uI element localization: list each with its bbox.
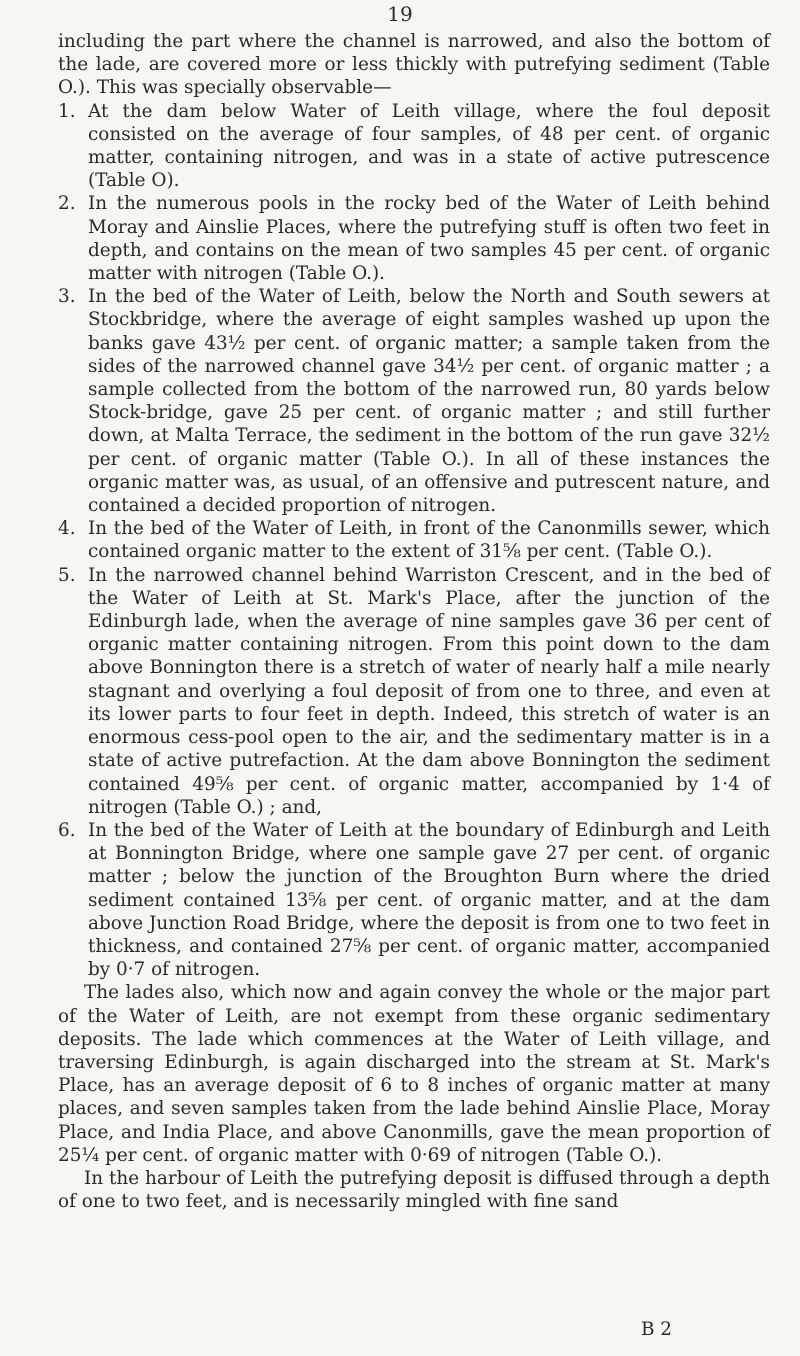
list-item-text: At the dam below Water of Leith village, where the foul deposit consisted on the average of four samples, of 48 per cent. of organic matter, containing nitrogen, and was in a state of active putrescence (Table O). xyxy=(88,100,770,192)
list-item xyxy=(58,100,770,193)
list-item xyxy=(58,564,770,819)
list-item xyxy=(58,285,770,517)
body-paragraph: In the harbour of Leith the putrefying deposit is diffused through a depth of one to two feet, and is necessarily mingled with fine sand xyxy=(58,1167,770,1213)
list-item-number: 1. xyxy=(58,100,76,122)
list-item xyxy=(58,192,770,285)
list-item xyxy=(58,819,770,981)
body-paragraph: The lades also, which now and again convey the whole or the major part of the Water of Leith, are not exempt from these organic sedimentary deposits. The lade which commences at the Water of Leith village, and traversing Edinburgh, is again discharged into the stream at St. Mark's Place, has an average deposit of 6 to 8 inches of organic matter at many places, and seven samples taken from the lade behind Ainslie Place, Moray Place, and India Place, and above Canonmills, gave the mean proportion of 25¼ per cent. of organic matter with 0·69 of nitrogen (Table O.). xyxy=(58,982,770,1166)
list-item-text: In the narrowed channel behind Warriston Crescent, and in the bed of the Water of Leith at St. Mark's Place, after the junction of the Edinburgh lade, when the average of nine samples gave 36 per cent of organic matter containing nitrogen. From this point down to the dam above Bonnington there is a stretch of water of nearly half a mile nearly stagnant and overlying a foul deposit of from one to three, and even at its lower parts to four feet in depth. Indeed, this stretch of water is an enormous cess-pool open to the air, and the sedimentary matter is in a state of active putrefaction. At the dam above Bonnington the sediment contained 49⅝ per cent. of organic matter, accompanied by 1·4 of nitrogen (Table O.) ; and, xyxy=(88,564,770,818)
list-item-text: In the bed of the Water of Leith, in front of the Canonmills sewer, which contained organic matter to the extent of 31⅝ per cent. (Table O.). xyxy=(88,518,770,563)
list-item-text: In the numerous pools in the rocky bed of the Water of Leith behind Moray and Ainslie Places, where the putrefying stuff is often two feet in depth, and contains on the mean of two samples 45 per cent. of organic matter with nitrogen (Table O.). xyxy=(88,193,770,285)
list-item-number: 6. xyxy=(58,819,76,841)
numbered-list xyxy=(58,100,770,982)
list-item-number: 4. xyxy=(58,518,76,540)
list-item xyxy=(58,517,770,563)
list-item-number: 3. xyxy=(58,286,76,308)
page-number: 19 xyxy=(387,2,413,26)
intro-paragraph: including the part where the channel is narrowed, and also the bottom of the lade, are covered more or less thickly with putrefying sediment (Table O.). This was specially observable— xyxy=(58,31,770,99)
list-item-number: 5. xyxy=(58,564,76,586)
list-item-text: In the bed of the Water of Leith, below the North and South sewers at Stockbridge, where the average of eight samples washed up upon the banks gave 43½ per cent. of organic matter; a sample taken from the sides of the narrowed channel gave 34½ per cent. of organic matter ; a sample collected from the bottom of the narrowed run, 80 yards below Stock-bridge, gave 25 per cent. of organic matter ; and still further down, at Malta Terrace, the sediment in the bottom of the run gave 32½ per cent. of organic matter (Table O.). In all of these instances the organic matter was, as usual, of an offensive and putrescent nature, and contained a decided proportion of nitrogen. xyxy=(88,286,770,517)
signature-mark: B 2 xyxy=(640,1319,672,1340)
list-item-text: In the bed of the Water of Leith at the boundary of Edinburgh and Leith at Bonnington Bridge, where one sample gave 27 per cent. of organic matter ; below the junction of the Broughton Burn where the dried sediment contained 13⅝ per cent. of organic matter, and at the dam above Junction Road Bridge, where the deposit is from one to two feet in thickness, and contained 27⅝ per cent. of organic matter, accompanied by 0·7 of nitrogen. xyxy=(88,819,770,981)
document-body xyxy=(58,30,770,1213)
list-item-number: 2. xyxy=(58,193,76,215)
